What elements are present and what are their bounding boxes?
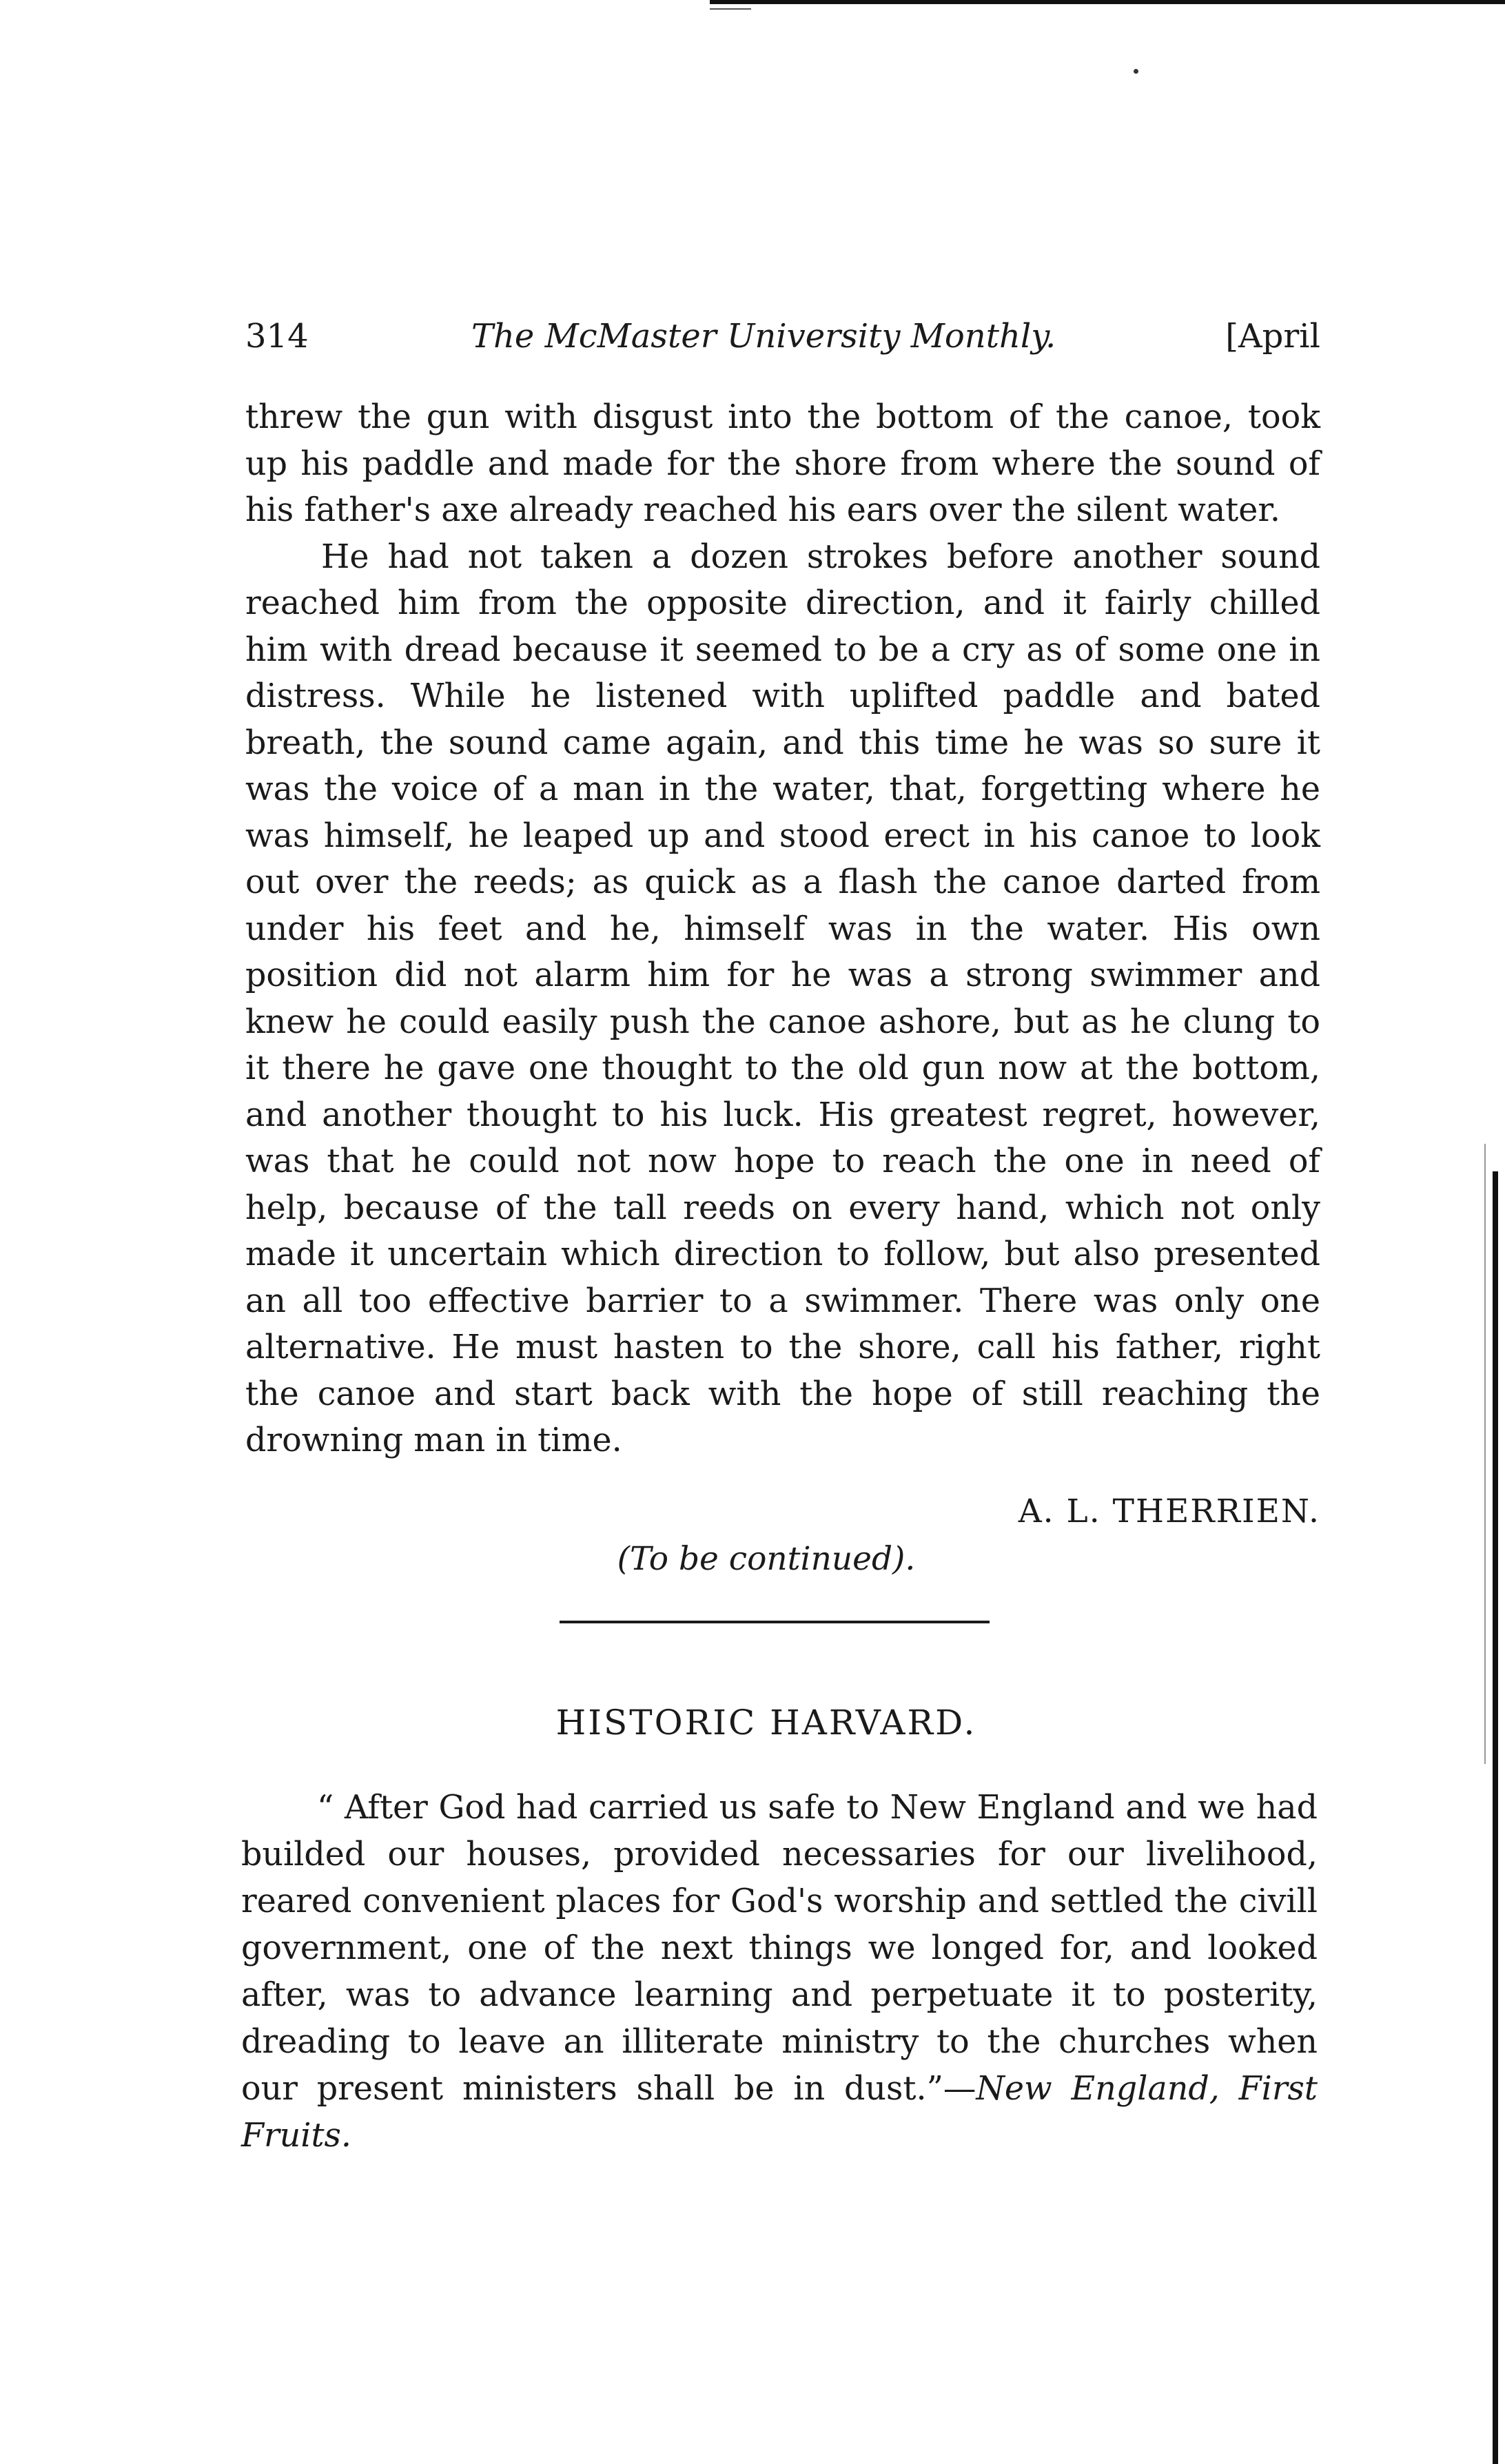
article-title: HISTORIC HARVARD. bbox=[555, 1703, 977, 1743]
scan-speck bbox=[1134, 69, 1138, 74]
quote-source: New England, First Fruits. bbox=[241, 2070, 1318, 2155]
story-body bbox=[245, 394, 1320, 1464]
story-paragraph-1: threw the gun with disgust into the bottom of the canoe, took up his paddle and made for the shore from where the sound of his father's axe already reached his ears over the silent water. bbox=[245, 398, 1320, 529]
running-head bbox=[245, 309, 1320, 364]
scan-mark bbox=[710, 8, 751, 10]
quote-text: “ After God had carried us safe to New England and we had builded our houses, provided necessaries for our livelihood, reared convenient places for God's worship and settled the civill government, one of the next things we longed for, and looked after, was to advance learning and perpetuate it to posterity, dreading to leave an illiterate ministry to the churches when our present ministers shall be in dust.”— bbox=[241, 1789, 1318, 2108]
journal-title: The McMaster University Monthly. bbox=[471, 317, 1056, 356]
scan-line-right bbox=[1484, 1144, 1486, 1764]
scan-edge-top bbox=[710, 0, 1505, 4]
author-signature: A. L. THERRIEN. bbox=[1018, 1492, 1320, 1530]
story-paragraph-2: He had not taken a dozen strokes before another sound reached him from the opposite direction, and it fairly chilled him with dread because it seemed to be a cry as of some one in distress. While he listened with uplifted paddle and bated breath, the sound came again, and this time he was so sure it was the voice of a man in the water, that, forgetting where he was himself, he leaped up and stood erect in his canoe to look out over the reeds; as quick as a flash the canoe darted from under his feet and he, himself was in the water. His own position did not alarm him for he was a strong swimmer and knew he could easily push the canoe ashore, but as he clung to it there he gave one thought to the old gun now at the bottom, and another thought to his luck. His greatest regret, however, was that he could not now hope to reach the one in need of help, because of the tall reeds on every hand, which not only made it uncertain which direction to follow, but also presented an all too effective barrier to a swimmer. There was only one alternative. He must hasten to the shore, call his father, right the canoe and start back with the hope of still reaching the drowning man in time. bbox=[245, 537, 1320, 1459]
page-number: 314 bbox=[245, 317, 309, 356]
article-quote bbox=[241, 1785, 1318, 2159]
section-divider bbox=[560, 1621, 990, 1623]
scan-edge-right bbox=[1493, 1171, 1498, 2464]
continued-note: (To be continued). bbox=[617, 1540, 916, 1578]
issue-month: [April bbox=[1225, 317, 1320, 356]
quote-paragraph bbox=[241, 1785, 1318, 2159]
